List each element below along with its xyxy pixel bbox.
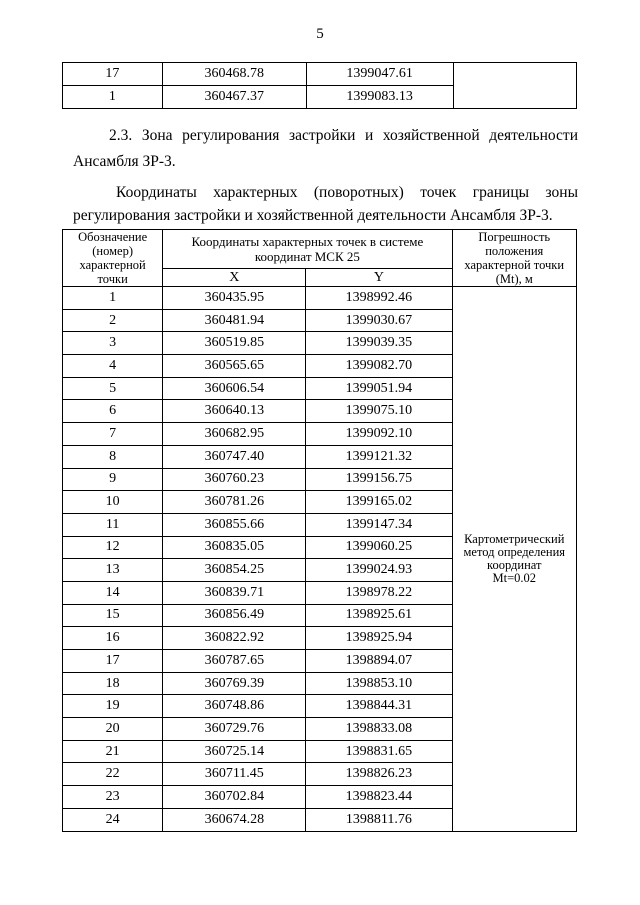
point-number: 5 — [63, 377, 163, 400]
x-coordinate: 360702.84 — [163, 786, 306, 809]
x-coordinate: 360606.54 — [163, 377, 306, 400]
continuation-table — [62, 62, 577, 109]
point-number: 3 — [63, 332, 163, 355]
y-coordinate: 1398811.76 — [306, 808, 452, 831]
y-coordinate: 1399121.32 — [306, 445, 452, 468]
x-coordinate: 360835.05 — [163, 536, 306, 559]
coordinates-table — [62, 229, 577, 832]
point-number: 23 — [63, 786, 163, 809]
point-number: 24 — [63, 808, 163, 831]
x-coordinate: 360640.13 — [163, 400, 306, 423]
header-point-label: Обозначение (номер) характерной точки — [63, 230, 163, 287]
point-number: 17 — [63, 63, 163, 86]
y-coordinate: 1399051.94 — [306, 377, 452, 400]
point-number: 4 — [63, 355, 163, 378]
point-number: 9 — [63, 468, 163, 491]
header-coords-label: Координаты характерных точек в системе координат МСК 25 — [163, 230, 452, 269]
point-number: 22 — [63, 763, 163, 786]
y-coordinate: 1399082.70 — [306, 355, 452, 378]
x-coordinate: 360682.95 — [163, 423, 306, 446]
y-coordinate: 1399083.13 — [306, 86, 453, 109]
y-coordinate: 1398826.23 — [306, 763, 452, 786]
x-coordinate: 360519.85 — [163, 332, 306, 355]
x-coordinate: 360435.95 — [163, 287, 306, 310]
table-row — [63, 63, 577, 86]
method-cell: Картометрический метод определения координат Mt=0.02 — [452, 287, 577, 832]
y-coordinate: 1398831.65 — [306, 740, 452, 763]
y-coordinate: 1398833.08 — [306, 718, 452, 741]
y-coordinate: 1399039.35 — [306, 332, 452, 355]
header-error-label: Погрешность положения характерной точки (Mt), м — [452, 230, 577, 287]
point-number: 16 — [63, 627, 163, 650]
y-coordinate: 1399165.02 — [306, 491, 452, 514]
point-number: 6 — [63, 400, 163, 423]
point-number: 1 — [63, 287, 163, 310]
x-coordinate: 360481.94 — [163, 309, 306, 332]
x-coordinate: 360760.23 — [163, 468, 306, 491]
point-number: 11 — [63, 513, 163, 536]
x-coordinate: 360769.39 — [163, 672, 306, 695]
x-coordinate: 360855.66 — [163, 513, 306, 536]
y-coordinate: 1399024.93 — [306, 559, 452, 582]
y-coordinate: 1398925.94 — [306, 627, 452, 650]
point-number: 1 — [63, 86, 163, 109]
x-coordinate: 360787.65 — [163, 650, 306, 673]
section-heading: 2.3. Зона регулирования застройки и хозяйственной деятельности Ансамбля ЗР-3. — [73, 127, 578, 170]
y-coordinate: 1398978.22 — [306, 581, 452, 604]
point-number: 15 — [63, 604, 163, 627]
x-coordinate: 360468.78 — [162, 63, 306, 86]
page-number: 5 — [316, 26, 324, 42]
x-coordinate: 360854.25 — [163, 559, 306, 582]
point-number: 14 — [63, 581, 163, 604]
y-coordinate: 1398894.07 — [306, 650, 452, 673]
x-coordinate: 360839.71 — [163, 581, 306, 604]
x-coordinate: 360822.92 — [163, 627, 306, 650]
point-number: 18 — [63, 672, 163, 695]
point-number: 7 — [63, 423, 163, 446]
x-coordinate: 360748.86 — [163, 695, 306, 718]
point-number: 17 — [63, 650, 163, 673]
y-coordinate: 1399030.67 — [306, 309, 452, 332]
y-coordinate: 1398992.46 — [306, 287, 452, 310]
y-coordinate: 1399147.34 — [306, 513, 452, 536]
x-coordinate: 360856.49 — [163, 604, 306, 627]
table-row — [63, 287, 577, 310]
x-coordinate: 360565.65 — [163, 355, 306, 378]
point-number: 13 — [63, 559, 163, 582]
point-number: 8 — [63, 445, 163, 468]
header-x: X — [163, 269, 306, 287]
x-coordinate: 360747.40 — [163, 445, 306, 468]
y-coordinate: 1398925.61 — [306, 604, 452, 627]
point-number: 12 — [63, 536, 163, 559]
header-y: Y — [306, 269, 452, 287]
x-coordinate: 360781.26 — [163, 491, 306, 514]
intro-paragraph: Координаты характерных (поворотных) точек границы зоны регулирования застройки и хозяйственной деятельности Ансамбля ЗР-3. — [73, 184, 578, 224]
y-coordinate: 1398823.44 — [306, 786, 452, 809]
y-coordinate: 1399060.25 — [306, 536, 452, 559]
x-coordinate: 360729.76 — [163, 718, 306, 741]
x-coordinate: 360725.14 — [163, 740, 306, 763]
y-coordinate: 1399047.61 — [306, 63, 453, 86]
x-coordinate: 360674.28 — [163, 808, 306, 831]
y-coordinate: 1398844.31 — [306, 695, 452, 718]
point-number: 2 — [63, 309, 163, 332]
y-coordinate: 1398853.10 — [306, 672, 452, 695]
x-coordinate: 360467.37 — [162, 86, 306, 109]
y-coordinate: 1399092.10 — [306, 423, 452, 446]
point-number: 10 — [63, 491, 163, 514]
point-number: 19 — [63, 695, 163, 718]
x-coordinate: 360711.45 — [163, 763, 306, 786]
y-coordinate: 1399156.75 — [306, 468, 452, 491]
error-cell — [453, 63, 576, 109]
point-number: 20 — [63, 718, 163, 741]
point-number: 21 — [63, 740, 163, 763]
y-coordinate: 1399075.10 — [306, 400, 452, 423]
